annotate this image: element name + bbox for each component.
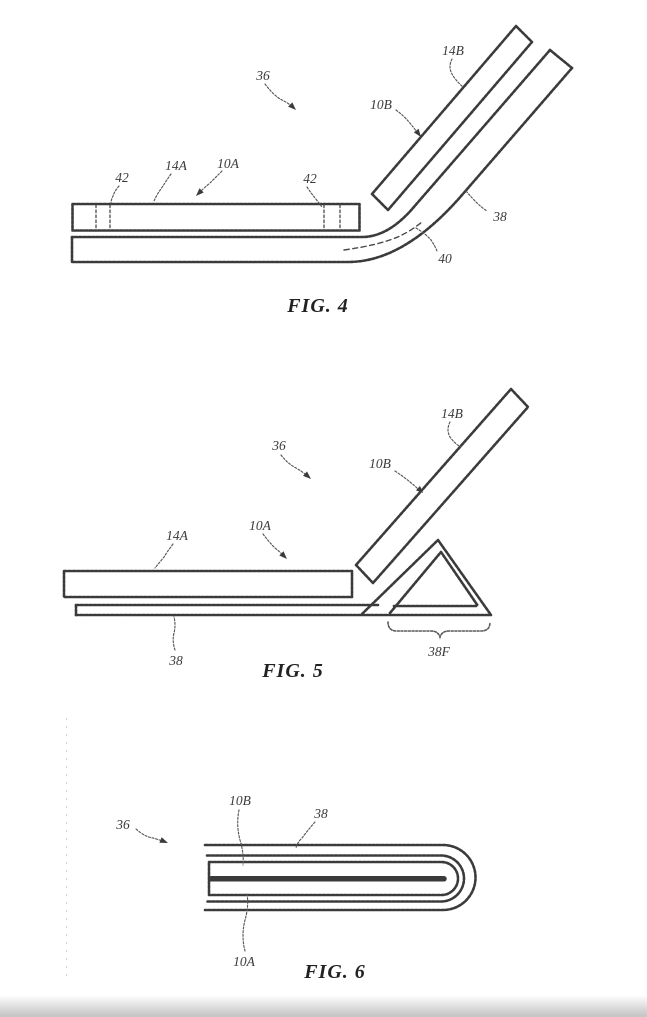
fig5-leader-10b [395, 471, 418, 489]
fig4-leader-14a [154, 174, 171, 201]
fig5-leader-14b [448, 422, 461, 447]
fig5-ref-38f: 38F [428, 644, 450, 659]
fig6-annotations [115, 793, 366, 983]
fig5-ref-10a: 10A [249, 518, 271, 533]
fig4-bend-axis-40-dashed-line [344, 221, 423, 250]
fig5-kickstand-outer-fold [362, 540, 491, 615]
fig4-leader-42-left [111, 186, 119, 203]
fig4-leader-10b [396, 110, 417, 132]
fig4-housing-10a-outline [73, 204, 360, 231]
fig5-arrowhead-10a [279, 551, 287, 559]
fig5-ref-14a: 14A [166, 528, 188, 543]
figure-4-drawing [0, 0, 647, 340]
fig4-ref-40: 40 [438, 251, 452, 266]
fig5-ref-36: 36 [272, 438, 286, 453]
fig5-leader-14a [155, 544, 173, 568]
fig5-ref-38: 38 [169, 653, 183, 668]
fig4-ref-14b: 14B [442, 43, 464, 58]
figure-5-drawing [0, 340, 647, 700]
fig4-leader-36 [265, 84, 292, 107]
fig6-ref-38: 38 [314, 806, 328, 821]
fig5-caption: FIG. 5 [262, 660, 324, 682]
fig6-caption: FIG. 6 [304, 961, 366, 983]
fig5-ref-10b: 10B [369, 456, 391, 471]
fig5-ref-14b: 14B [441, 406, 463, 421]
fig5-device-flat-housing-10a [64, 571, 352, 597]
fig5-brace-38f [388, 622, 490, 637]
fig6-ref-36: 36 [116, 817, 130, 832]
fig4-cover-outer-edge [72, 68, 572, 262]
fig5-leader-10a [263, 534, 283, 555]
fig4-device-flat-housing [73, 204, 360, 231]
fig6-folded-assembly [205, 845, 476, 910]
fig4-ref-14a: 14A [165, 158, 187, 173]
fig6-arrowhead-36 [159, 837, 168, 843]
fig4-arrowhead-36 [288, 102, 296, 110]
fig4-ref-42-right: 42 [303, 171, 317, 186]
fig4-ref-10a: 10A [217, 156, 239, 171]
fig5-cover-38-kickstand [76, 540, 491, 615]
fig6-leader-36 [136, 829, 162, 841]
fig6-ref-10b: 10B [229, 793, 251, 808]
fig4-cover-inner-edge [72, 50, 550, 237]
fig4-leader-14b [450, 59, 463, 87]
fig4-caption: FIG. 4 [287, 295, 349, 317]
fig6-ref-10a: 10A [233, 954, 255, 969]
fig4-ref-42-left: 42 [115, 170, 129, 185]
fig5-leader-38 [173, 617, 175, 650]
horizontal-scrollbar-edge[interactable] [0, 995, 647, 1017]
fig5-leader-36 [281, 455, 306, 475]
fig4-ref-36: 36 [256, 68, 270, 83]
fig5-arrowhead-36 [303, 471, 311, 479]
fig4-leader-10a [201, 171, 222, 191]
fig4-annotations [111, 43, 507, 317]
fig4-ref-10b: 10B [370, 97, 392, 112]
fig4-cover-tip-cap [550, 50, 572, 68]
fig4-leader-38 [466, 191, 487, 211]
fig5-kickstand-inner-fold [390, 552, 478, 613]
page-margin-dotted-line [66, 718, 67, 982]
figure-6-drawing [0, 700, 647, 1017]
fig4-ref-38: 38 [493, 209, 507, 224]
